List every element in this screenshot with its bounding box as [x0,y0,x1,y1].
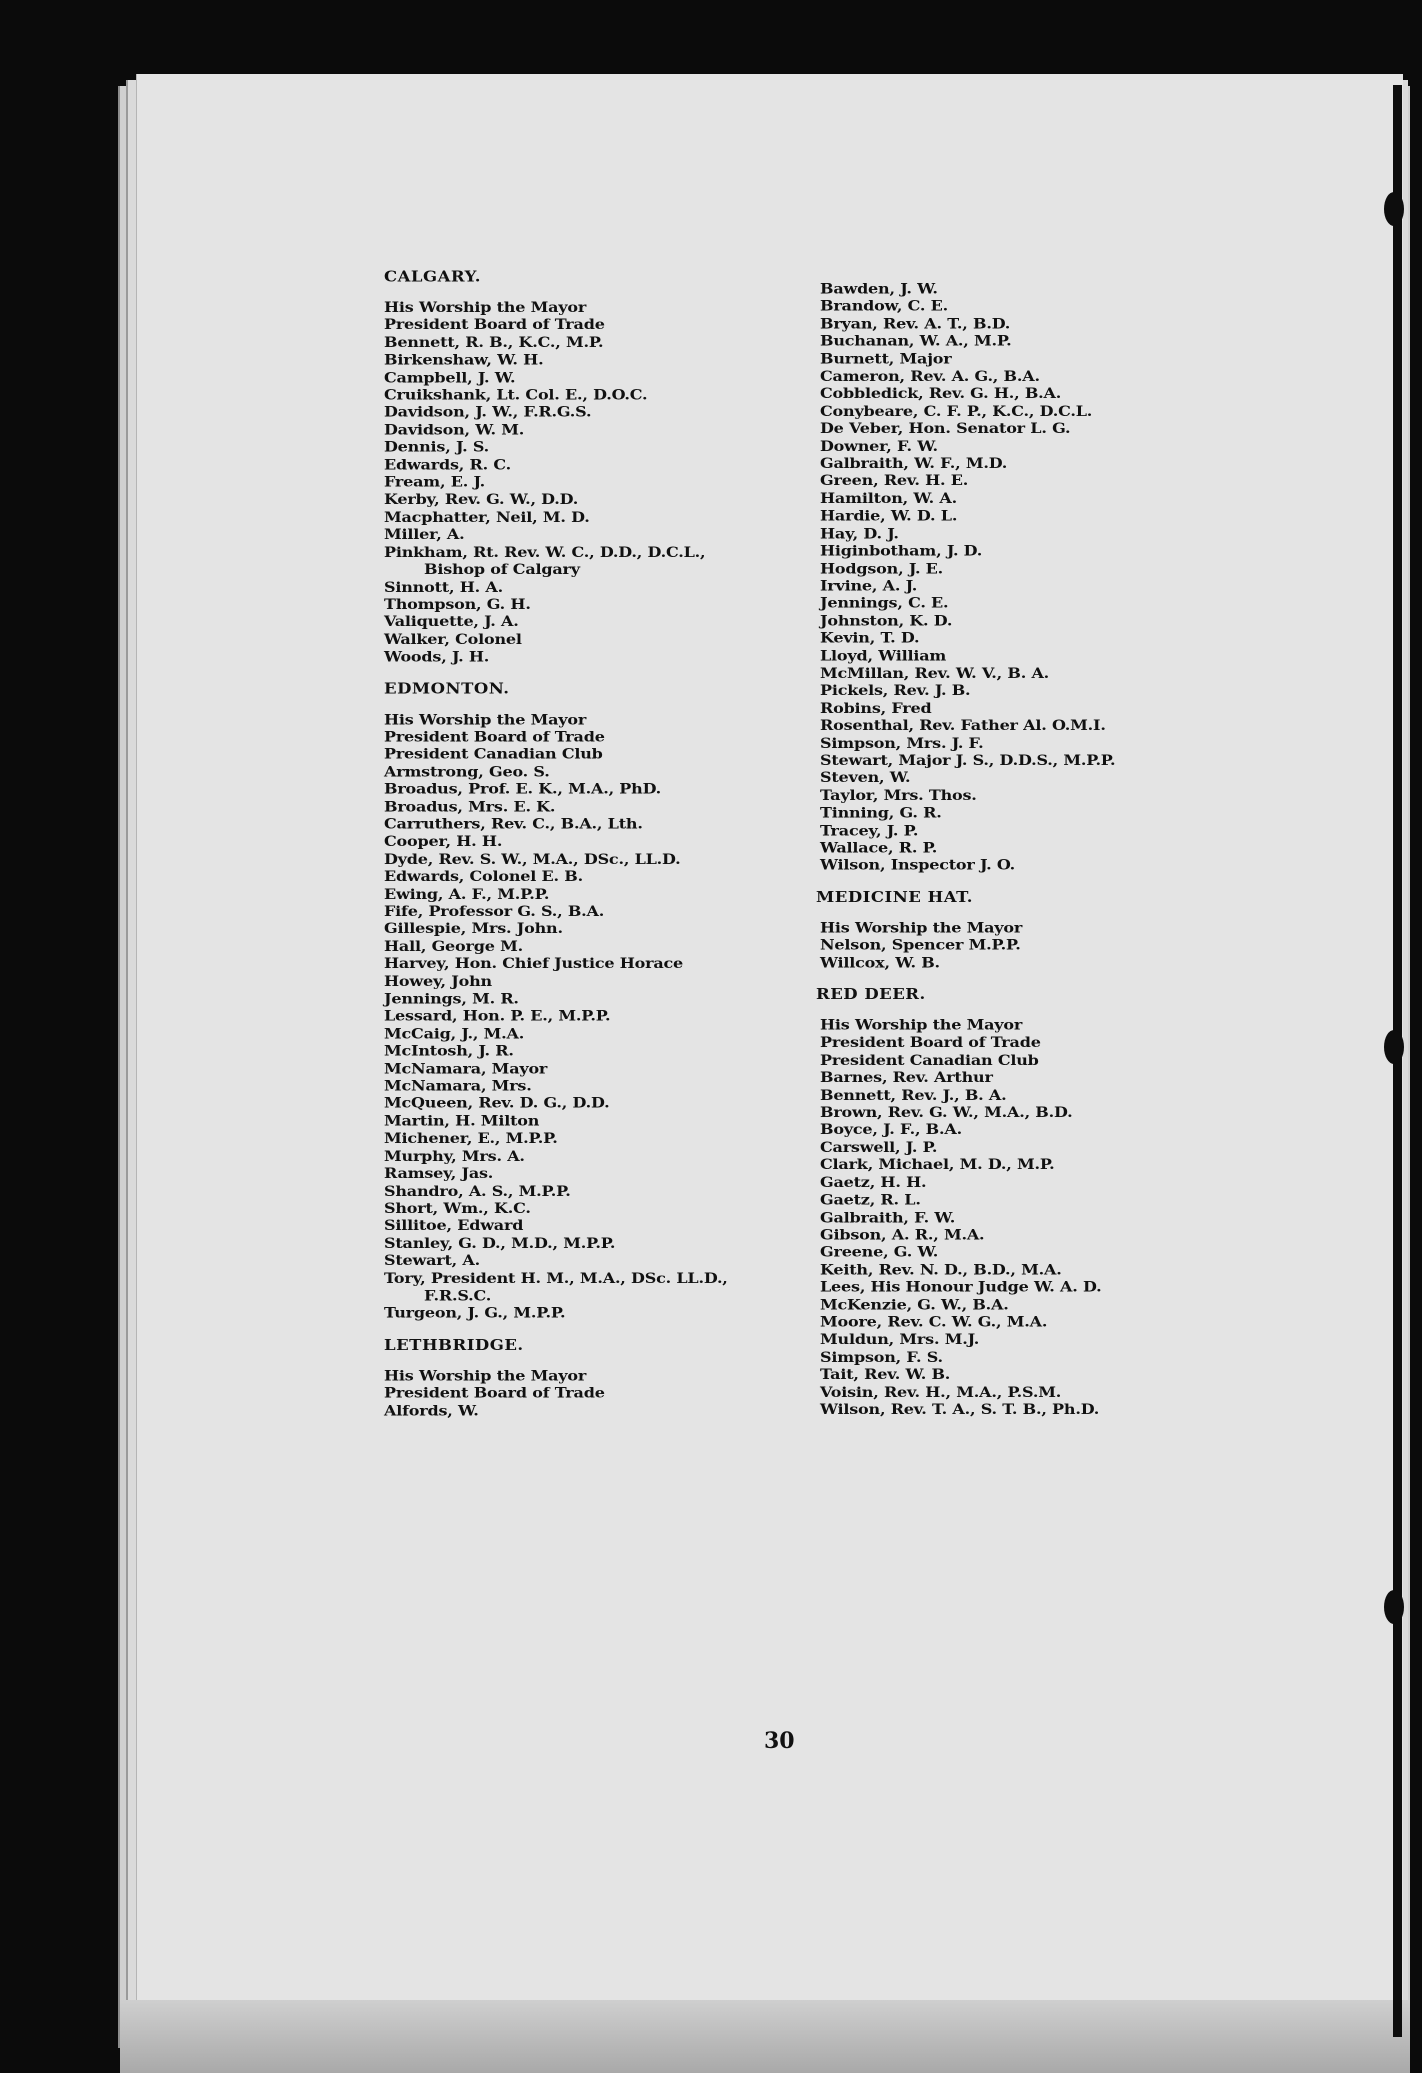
directory-entry: Turgeon, J. G., M.P.P. [384,1304,566,1322]
binding-tab [1384,192,1404,226]
directory-entry: Wallace, R. P. [820,838,938,856]
directory-entry: Ewing, A. F., M.P.P. [384,885,550,903]
directory-entry: Steven, W. [820,769,911,787]
directory-entry: Broadus, Mrs. E. K. [384,797,556,815]
directory-entry: Davidson, W. M. [384,420,525,438]
directory-entry: McNamara, Mrs. [384,1077,532,1095]
directory-entry: Bawden, J. W. [820,280,938,298]
directory-entry: Johnston, K. D. [820,611,953,629]
directory-entry: Shandro, A. S., M.P.P. [384,1181,571,1200]
directory-entry: Gibson, A. R., M.A. [820,1225,985,1243]
directory-entry: Cameron, Rev. A. G., B.A. [820,367,1040,385]
directory-entry: Buchanan, W. A., M.P. [820,332,1012,350]
directory-entry: Clark, Michael, M. D., M.P. [820,1155,1055,1174]
directory-entry: Tait, Rev. W. B. [820,1365,951,1383]
directory-entry: Pinkham, Rt. Rev. W. C., D.D., D.C.L., [384,543,706,561]
directory-entry: Thompson, G. H. [384,595,531,613]
directory-entry: Campbell, J. W. [384,368,516,386]
directory-entry: Stewart, A. [384,1251,481,1269]
directory-entry: Cobbledick, Rev. G. H., B.A. [820,384,1062,402]
directory-entry: Davidson, J. W., F.R.G.S. [384,403,592,421]
directory-entry: Dyde, Rev. S. W., M.A., DSc., LL.D. [384,850,681,868]
directory-entry: Kerby, Rev. G. W., D.D. [384,490,579,508]
directory-entry: Walker, Colonel [384,630,522,648]
directory-entry: McQueen, Rev. D. G., D.D. [384,1094,610,1112]
directory-entry: President Canadian Club [384,745,603,763]
directory-entry: Brandow, C. E. [820,297,948,315]
section-heading: LETHBRIDGE. [384,1336,524,1354]
directory-entry: Wilson, Inspector J. O. [820,856,1016,874]
directory-entry: Dennis, J. S. [384,438,489,456]
directory-entry: Keith, Rev. N. D., B.D., M.A. [820,1260,1062,1278]
directory-entry: Rosenthal, Rev. Father Al. O.M.I. [820,716,1106,734]
directory-entry: Simpson, F. S. [820,1348,943,1366]
directory-entry: Taylor, Mrs. Thos. [820,786,977,804]
directory-entry: Edwards, Colonel E. B. [384,867,583,885]
directory-entry: Broadus, Prof. E. K., M.A., PhD. [384,780,662,798]
directory-entry: Fife, Professor G. S., B.A. [384,902,605,920]
directory-entry: Tinning, G. R. [820,803,942,822]
directory-entry: Downer, F. W. [820,437,938,455]
directory-entry: Simpson, Mrs. J. F. [820,734,984,752]
directory-entry: Barnes, Rev. Arthur [820,1068,993,1086]
directory-entry: Willcox, W. B. [820,953,940,971]
directory-entry: President Board of Trade [820,1033,1041,1051]
directory-entry: His Worship the Mayor [820,1016,1023,1034]
directory-entry: Murphy, Mrs. A. [384,1147,525,1165]
directory-entry: Bryan, Rev. A. T., B.D. [820,314,1011,333]
section-heading: CALGARY. [384,268,482,286]
directory-entry: McMillan, Rev. W. V., B. A. [820,664,1050,682]
directory-entry: President Board of Trade [384,316,605,334]
directory-entry: Galbraith, F. W. [820,1208,956,1226]
directory-entry: Kevin, T. D. [820,629,920,647]
directory-section [372,680,792,1322]
directory-section [804,280,1224,874]
directory-entry: Wilson, Rev. T. A., S. T. B., Ph.D. [820,1400,1100,1418]
directory-entry: Cruikshank, Lt. Col. E., D.O.C. [384,385,648,404]
directory-entry: Sinnott, H. A. [384,578,503,596]
directory-entry: President Canadian Club [820,1051,1039,1069]
directory-entry: Bennett, Rev. J., B. A. [820,1086,1007,1104]
directory-entry: Hodgson, J. E. [820,559,944,577]
directory-entry: McIntosh, J. R. [384,1042,514,1060]
directory-entry: Gaetz, H. H. [820,1173,927,1191]
directory-entry: Galbraith, W. F., M.D. [820,454,1008,472]
directory-entry: F.R.S.C. [424,1286,492,1304]
directory-entry: Edwards, R. C. [384,455,511,473]
directory-entry: Hardie, W. D. L. [820,507,958,525]
right-column [804,280,1224,1432]
directory-entry: Irvine, A. J. [820,576,918,595]
directory-entry: Hall, George M. [384,937,523,955]
directory-entry: Moore, Rev. C. W. G., M.A. [820,1313,1048,1331]
section-heading: EDMONTON. [384,679,510,697]
directory-entry: Valiquette, J. A. [384,612,519,631]
directory-entry: President Board of Trade [384,727,605,745]
directory-entry: Macphatter, Neil, M. D. [384,508,590,526]
binding-tab [1384,1030,1404,1064]
directory-entry: McCaig, J., M.A. [384,1024,525,1042]
directory-entry: Bennett, R. B., K.C., M.P. [384,333,604,351]
directory-entry: Harvey, Hon. Chief Justice Horace [384,954,684,972]
left-column [372,268,792,1433]
directory-entry: Gillespie, Mrs. John. [384,919,563,938]
directory-entry: Michener, E., M.P.P. [384,1129,558,1147]
directory-entry: Carruthers, Rev. C., B.A., Lth. [384,815,643,833]
directory-entry: Tracey, J. P. [820,821,919,839]
directory-entry: His Worship the Mayor [384,710,587,728]
directory-entry: Stanley, G. D., M.D., M.P.P. [384,1234,616,1252]
directory-entry: Tory, President H. M., M.A., DSc. LL.D., [384,1269,728,1287]
directory-entry: Boyce, J. F., B.A. [820,1121,962,1139]
directory-entry: Hamilton, W. A. [820,489,958,507]
directory-entry: Stewart, Major J. S., D.D.S., M.P.P. [820,751,1116,769]
directory-entry: Alfords, W. [384,1401,479,1419]
directory-entry: His Worship the Mayor [820,918,1023,936]
directory-entry: Sillitoe, Edward [384,1216,524,1234]
section-heading: MEDICINE HAT. [816,888,974,906]
directory-entry: Muldun, Mrs. M.J. [820,1330,980,1348]
directory-entry: Robins, Fred [820,699,932,717]
directory-entry: Fream, E. J. [384,473,485,491]
directory-entry: Gaetz, R. L. [820,1190,921,1208]
directory-section [804,986,1224,1418]
directory-entry: Woods, J. H. [384,647,490,666]
directory-entry: McKenzie, G. W., B.A. [820,1295,1009,1313]
page-number: 30 [764,1728,795,1754]
directory-entry: De Veber, Hon. Senator L. G. [820,419,1071,437]
directory-section [372,1336,792,1419]
directory-entry: Jennings, M. R. [384,989,519,1007]
directory-entry: Lees, His Honour Judge W. A. D. [820,1278,1102,1296]
directory-entry: Lessard, Hon. P. E., M.P.P. [384,1007,611,1025]
directory-entry: Greene, G. W. [820,1243,939,1261]
directory-entry: Green, Rev. H. E. [820,472,969,490]
directory-entry: Nelson, Spencer M.P.P. [820,936,1021,954]
directory-entry: Pickels, Rev. J. B. [820,681,971,699]
section-heading: RED DEER. [816,985,926,1003]
directory-entry: Brown, Rev. G. W., M.A., B.D. [820,1103,1073,1121]
directory-entry: Carswell, J. P. [820,1138,938,1156]
directory-entry: President Board of Trade [384,1384,605,1402]
directory-entry: Cooper, H. H. [384,832,503,850]
directory-entry: Jennings, C. E. [820,594,949,612]
directory-entry: Voisin, Rev. H., M.A., P.S.M. [820,1383,1062,1401]
directory-entry: Armstrong, Geo. S. [384,762,550,780]
directory-entry: Miller, A. [384,525,465,543]
directory-entry: Howey, John [384,972,492,990]
directory-entry: His Worship the Mayor [384,298,587,316]
directory-entry: Birkenshaw, W. H. [384,350,544,369]
directory-entry: Ramsey, Jas. [384,1164,494,1182]
directory-entry: Burnett, Major [820,349,952,367]
directory-entry: Higinbotham, J. D. [820,541,983,560]
directory-entry: Lloyd, William [820,646,947,664]
directory-entry: Conybeare, C. F. P., K.C., D.C.L. [820,402,1093,420]
directory-entry: Hay, D. J. [820,524,899,542]
binding-tab [1384,1590,1404,1624]
directory-entry: McNamara, Mayor [384,1059,548,1077]
directory-entry: Bishop of Calgary [424,560,580,578]
directory-entry: Short, Wm., K.C. [384,1199,531,1217]
directory-entry: Martin, H. Milton [384,1112,540,1130]
page-bottom-shadow [120,2000,1410,2073]
directory-entry: His Worship the Mayor [384,1366,587,1384]
directory-section [372,268,792,665]
directory-section [804,888,1224,971]
